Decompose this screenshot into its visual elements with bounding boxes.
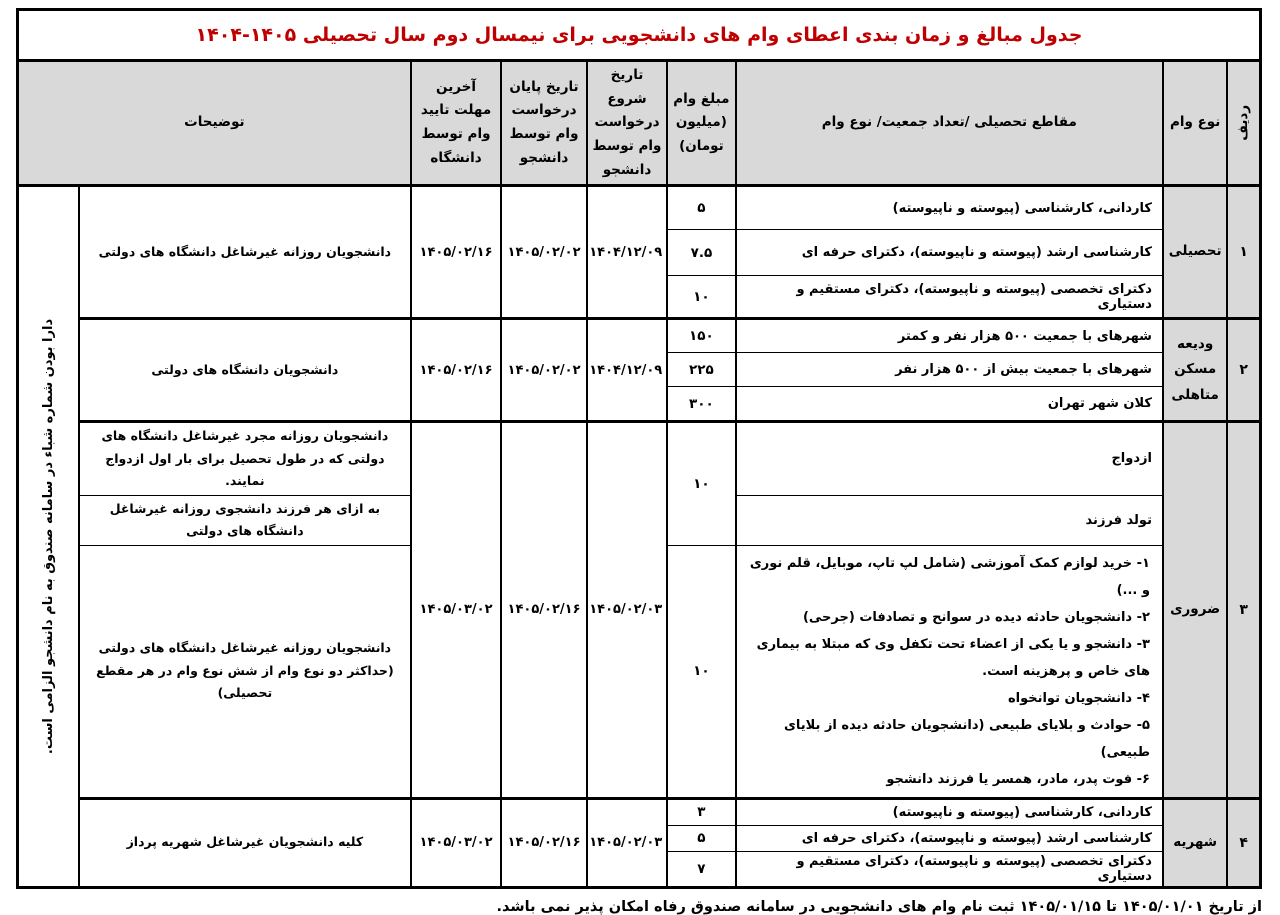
tier-label-cell: کاردانی، کارشناسی (پیوسته و ناپیوسته) [736, 798, 1163, 825]
table-row [18, 319, 1261, 353]
loan-schedule-table [16, 8, 1262, 889]
amount-cell: ۳۰۰ [667, 387, 735, 422]
side-note: دارا بودن شماره شباء در سامانه صندوق به نام دانشجو الزامی است. [40, 318, 56, 754]
deadline-cell: ۱۴۰۵/۰۲/۱۶ [411, 319, 502, 422]
amount-cell: ۱۰ [667, 276, 735, 319]
table-row [18, 798, 1261, 825]
amount-cell: ۱۵۰ [667, 319, 735, 353]
tier-label-cell: شهرهای با جمعیت ۵۰۰ هزار نفر و کمتر [736, 319, 1163, 353]
header-approve-deadline: آخرین مهلت تایید وام توسط دانشگاه [411, 61, 502, 186]
header-row [18, 61, 1261, 186]
list-item: ۳- دانشجو و یا یکی از اعضاء تحت تکفل وی که مبتلا به بیماری های خاص و پرهزینه است. [756, 636, 1150, 679]
tier-label-cell: کلان شهر تهران [736, 387, 1163, 422]
notes-cell: دانشجویان دانشگاه های دولتی [79, 319, 411, 422]
header-levels: مقاطع تحصیلی /تعداد جمعیت/ نوع وام [736, 61, 1163, 186]
notes-cell: به ازای هر فرزند دانشجوی روزانه غیرشاغل دانشگاه های دولتی [79, 495, 411, 545]
header-notes: توضیحات [18, 61, 411, 186]
deadline-cell: ۱۴۰۵/۰۲/۱۶ [411, 186, 502, 319]
tier-label-cell: کارشناسی ارشد (پیوسته و ناپیوسته)، دکترای حرفه ای [736, 230, 1163, 276]
header-amount: مبلغ وام (میلیون تومان) [667, 61, 735, 186]
end-date-cell: ۱۴۰۵/۰۲/۱۶ [501, 798, 586, 887]
row-number-cell: ۱ [1227, 186, 1260, 319]
loan-type-cell: ضروری [1163, 422, 1227, 799]
header-loan-type: نوع وام [1163, 61, 1227, 186]
end-date-cell: ۱۴۰۵/۰۲/۱۶ [501, 422, 586, 799]
header-row-number: ردیف [1227, 61, 1260, 186]
table-row [18, 186, 1261, 230]
start-date-cell: ۱۴۰۴/۱۲/۰۹ [587, 186, 667, 319]
amount-cell: ۵ [667, 825, 735, 851]
notes-line: دانشجویان روزانه غیرشاغل دانشگاه های دولتی [98, 640, 392, 656]
tier-label-cell: تولد فرزند [736, 495, 1163, 545]
tier-label-list-cell [736, 545, 1163, 798]
table-row [18, 422, 1261, 496]
amount-cell: ۲۲۵ [667, 353, 735, 387]
tier-label-cell: ازدواج [736, 422, 1163, 496]
loan-type-cell: تحصیلی [1163, 186, 1227, 319]
list-item: ۱- خرید لوازم کمک آموزشی (شامل لپ تاپ، موبایل، قلم نوری و ...) [749, 555, 1150, 598]
row-number-cell: ۲ [1227, 319, 1260, 422]
header-start-date: تاریخ شروع درخواست وام توسط دانشجو [587, 61, 667, 186]
tier-label-cell: دکترای تخصصی (پیوسته و ناپیوسته)، دکترای مستقیم و دستیاری [736, 276, 1163, 319]
title-row [18, 10, 1261, 61]
list-item: ۵- حوادث و بلایای طبیعی (دانشجویان حادثه دیده از بلایای طبیعی) [783, 717, 1150, 760]
end-date-cell: ۱۴۰۵/۰۲/۰۲ [501, 319, 586, 422]
notes-cell: دانشجویان روزانه غیرشاغل دانشگاه های دولتی [79, 186, 411, 319]
side-note-cell [18, 186, 79, 888]
start-date-cell: ۱۴۰۵/۰۲/۰۳ [587, 798, 667, 887]
tier-label-cell: کاردانی، کارشناسی (پیوسته و ناپیوسته) [736, 186, 1163, 230]
end-date-cell: ۱۴۰۵/۰۲/۰۲ [501, 186, 586, 319]
header-end-date: تاریخ پایان درخواست وام توسط دانشجو [501, 61, 586, 186]
amount-cell: ۵ [667, 186, 735, 230]
amount-cell: ۷.۵ [667, 230, 735, 276]
amount-cell: ۷ [667, 851, 735, 887]
list-item: ۲- دانشجویان حادثه دیده در سوانح و تصادفات (جرحی) [802, 609, 1150, 625]
list-item: ۶- فوت پدر، مادر، همسر یا فرزند دانشجو [886, 771, 1150, 787]
amount-cell: ۱۰ [667, 422, 735, 546]
list-item: ۴- دانشجویان توانخواه [1007, 690, 1150, 706]
loan-type-cell: شهریه [1163, 798, 1227, 887]
notes-cell: کلیه دانشجویان غیرشاغل شهریه پرداز [79, 798, 411, 887]
start-date-cell: ۱۴۰۵/۰۲/۰۳ [587, 422, 667, 799]
footer-note: از تاریخ ۱۴۰۵/۰۱/۰۱ تا ۱۴۰۵/۰۱/۱۵ ثبت نام وام های دانشجویی در سامانه صندوق رفاه امکان پذیر نمی باشد. [496, 898, 1262, 915]
tier-label-cell: شهرهای با جمعیت بیش از ۵۰۰ هزار نفر [736, 353, 1163, 387]
row-number-cell: ۳ [1227, 422, 1260, 799]
notes-cell [79, 545, 411, 798]
deadline-cell: ۱۴۰۵/۰۳/۰۲ [411, 798, 502, 887]
deadline-cell: ۱۴۰۵/۰۳/۰۲ [411, 422, 502, 799]
tier-label-cell: دکترای تخصصی (پیوسته و ناپیوسته)، دکترای مستقیم و دستیاری [736, 851, 1163, 887]
amount-cell: ۱۰ [667, 545, 735, 798]
amount-cell: ۳ [667, 798, 735, 825]
table-title: جدول مبالغ و زمان بندی اعطای وام های دانشجویی برای نیمسال دوم سال تحصیلی ۱۴۰۵-۱۴۰۴ [18, 10, 1261, 61]
row-number-cell: ۴ [1227, 798, 1260, 887]
notes-cell: دانشجویان روزانه مجرد غیرشاغل دانشگاه های دولتی که در طول تحصیل برای بار اول ازدواج نمایند. [79, 422, 411, 496]
notes-line: (حداکثر دو نوع وام از شش نوع وام در هر مقطع تحصیلی) [96, 662, 394, 701]
loan-type-cell: ودیعه مسکن متاهلی [1163, 319, 1227, 422]
tier-label-cell: کارشناسی ارشد (پیوسته و ناپیوسته)، دکترای حرفه ای [736, 825, 1163, 851]
start-date-cell: ۱۴۰۴/۱۲/۰۹ [587, 319, 667, 422]
